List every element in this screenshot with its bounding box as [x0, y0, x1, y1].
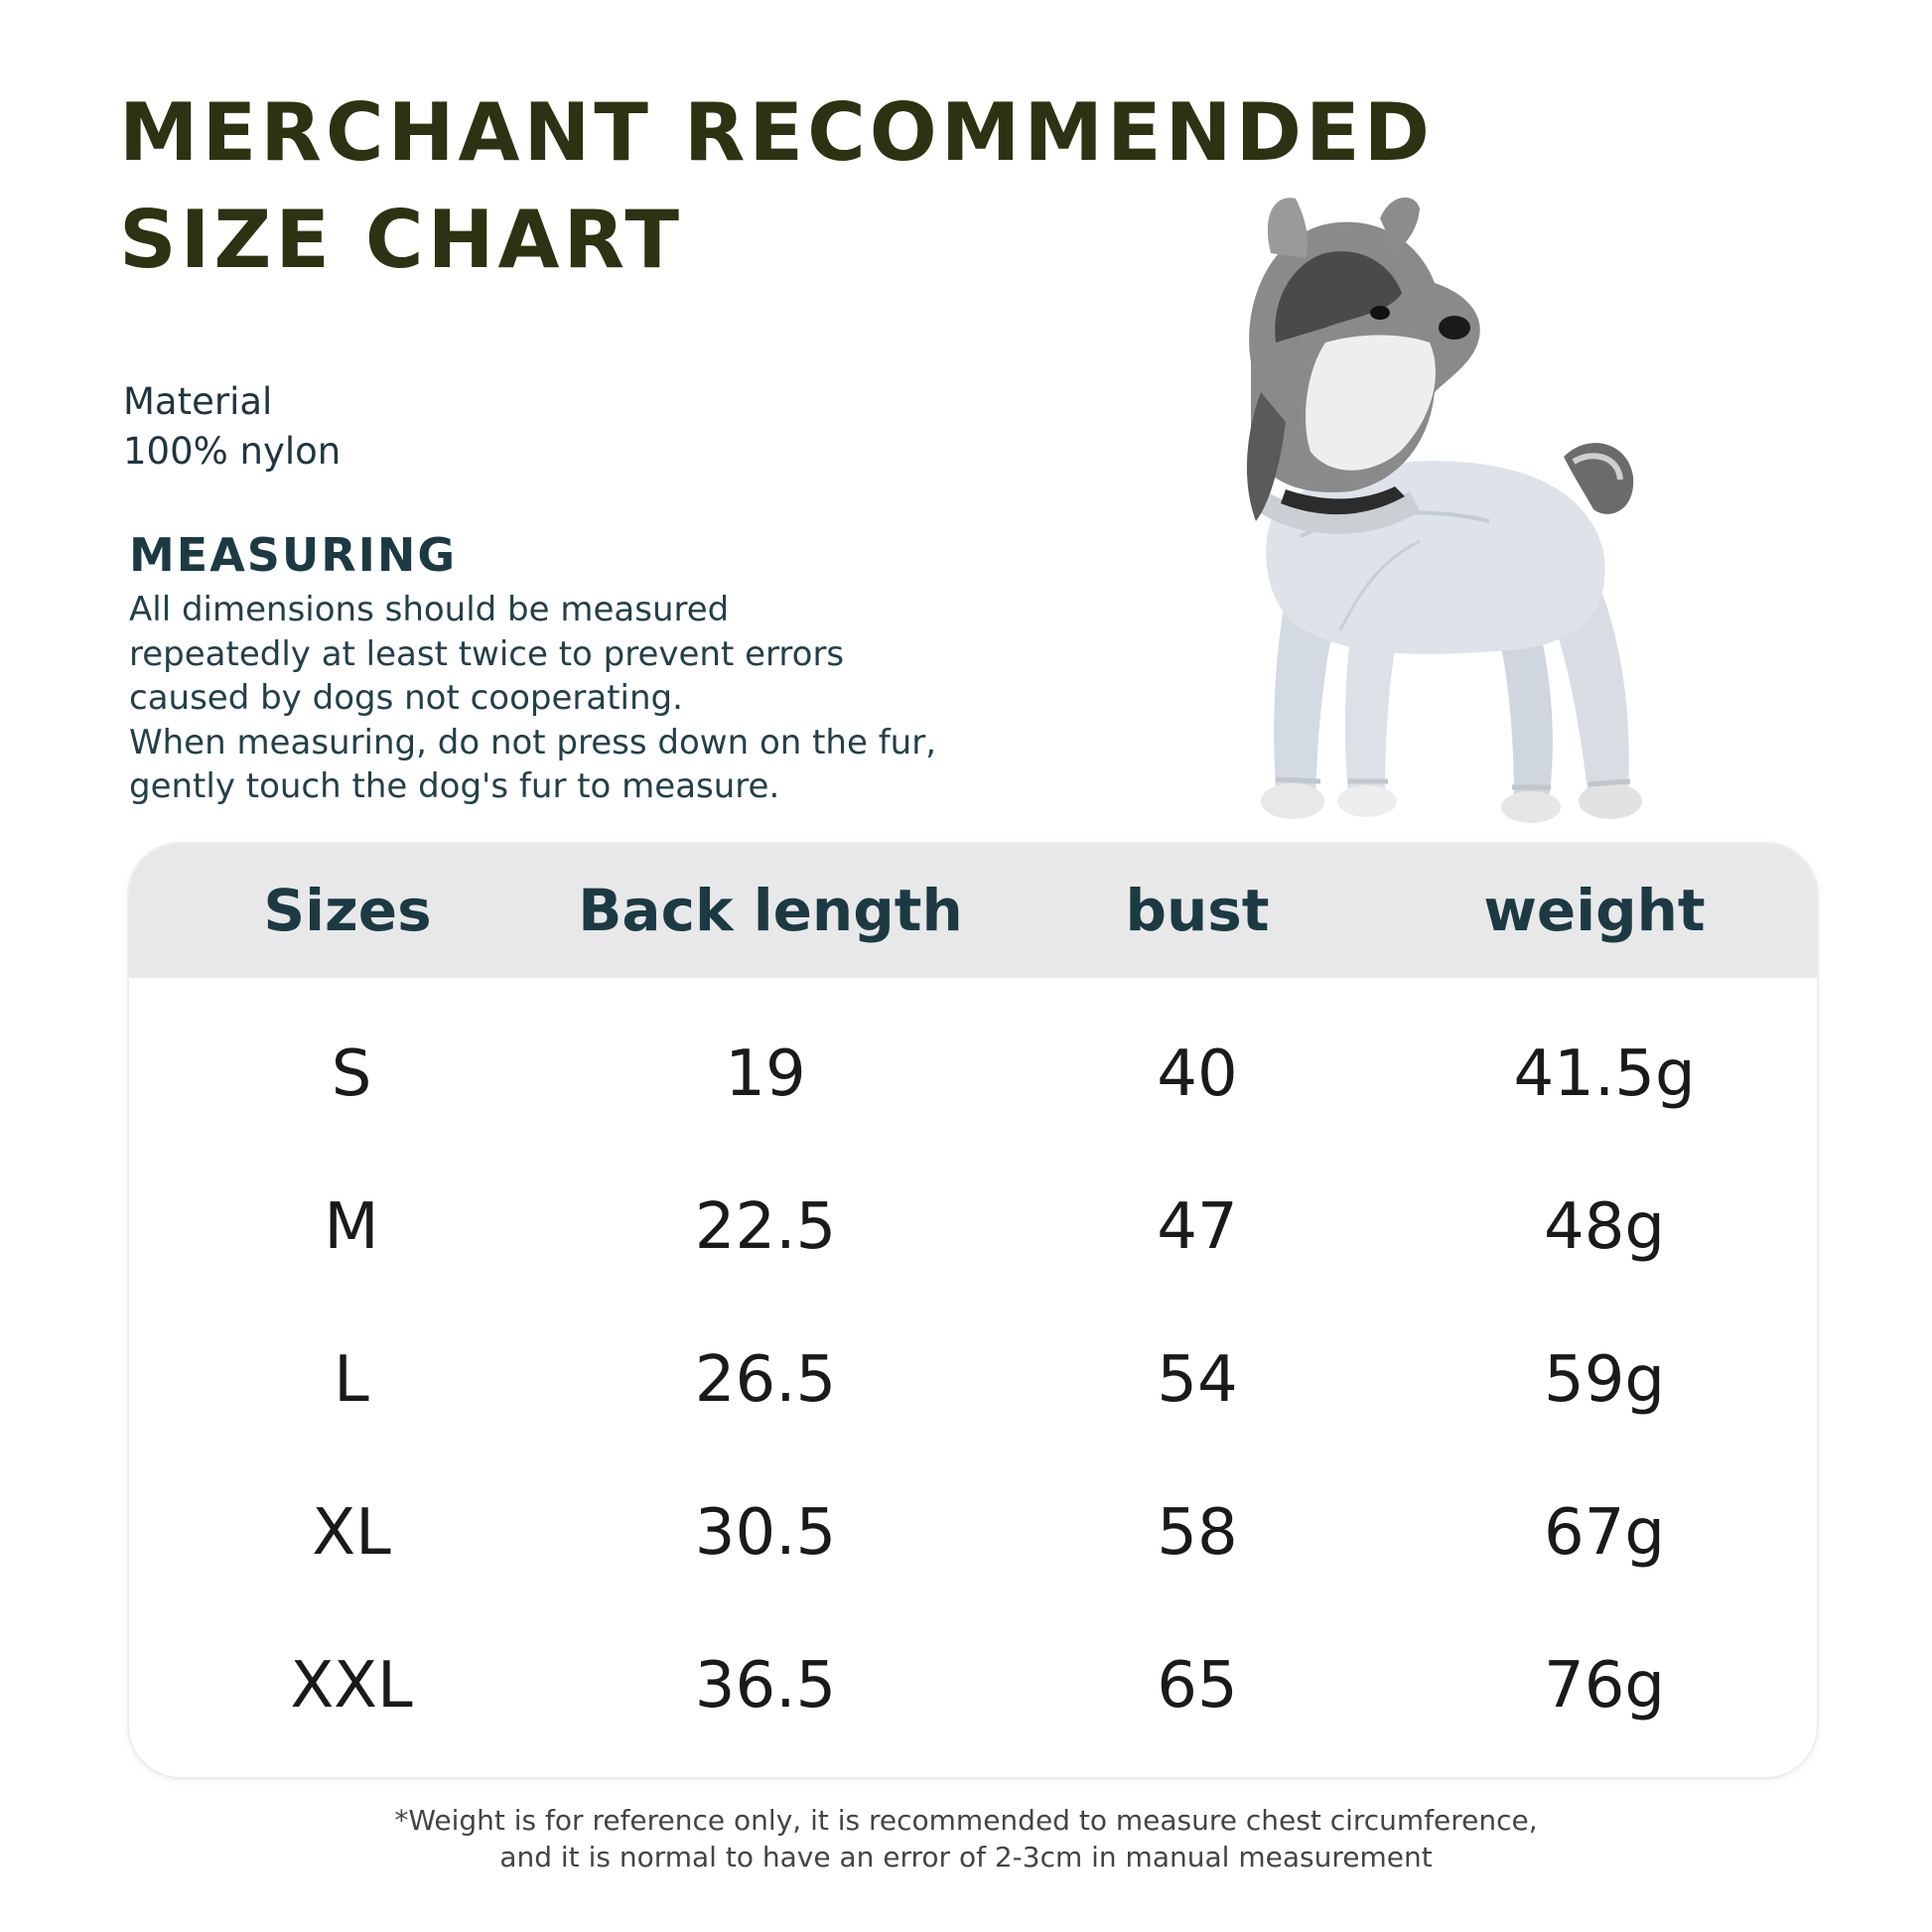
size-table	[129, 844, 1817, 1777]
footnote	[0, 1802, 1932, 1875]
table-row	[129, 1151, 1817, 1304]
cell-size: M	[324, 1190, 379, 1264]
header-bust: bust	[1125, 877, 1270, 944]
table-row	[129, 1456, 1817, 1609]
footnote-line-2: and it is normal to have an error of 2-3cm in manual measurement	[499, 1841, 1433, 1873]
table-row	[129, 1609, 1817, 1762]
cell-bust: 54	[1157, 1343, 1238, 1417]
measuring-line: All dimensions should be measured	[129, 590, 730, 629]
cell-size: XXL	[290, 1649, 413, 1723]
table-row	[129, 998, 1817, 1151]
cell-back-length: 30.5	[694, 1496, 837, 1570]
measuring-line: gently touch the dog's fur to measure.	[129, 766, 780, 806]
cell-bust: 47	[1157, 1190, 1238, 1264]
header-weight: weight	[1483, 877, 1706, 944]
measuring-heading: MEASURING	[129, 528, 458, 582]
measuring-line: When measuring, do not press down on the fur,	[129, 722, 937, 762]
cell-weight: 59g	[1543, 1343, 1666, 1417]
cell-weight: 76g	[1543, 1649, 1666, 1723]
cell-weight: 48g	[1543, 1190, 1666, 1264]
header-back-length: Back length	[578, 877, 963, 944]
cell-size: XL	[312, 1496, 391, 1570]
measuring-line: repeatedly at least twice to prevent errors	[129, 633, 845, 674]
header-sizes: Sizes	[263, 877, 432, 944]
cell-weight: 41.5g	[1513, 1037, 1696, 1111]
cell-weight: 67g	[1543, 1496, 1666, 1570]
material-value: 100% nylon	[123, 430, 342, 473]
material-info	[123, 377, 341, 477]
material-label: Material	[123, 380, 273, 423]
cell-bust: 65	[1157, 1649, 1238, 1723]
cell-bust: 40	[1157, 1037, 1238, 1111]
dog-in-raincoat-photo	[1231, 194, 1747, 829]
footnote-line-1: *Weight is for reference only, it is recommended to measure chest circumference,	[394, 1804, 1538, 1837]
measuring-line: caused by dogs not cooperating.	[129, 678, 683, 718]
measuring-instructions	[129, 588, 1023, 809]
cell-bust: 58	[1157, 1496, 1238, 1570]
cell-back-length: 26.5	[694, 1343, 837, 1417]
table-header-row	[129, 844, 1817, 978]
cell-back-length: 36.5	[694, 1649, 837, 1723]
title-line-1: MERCHANT RECOMMENDED	[119, 86, 1435, 179]
cell-back-length: 22.5	[694, 1190, 837, 1264]
table-row	[129, 1304, 1817, 1456]
cell-back-length: 19	[725, 1037, 806, 1111]
title-line-2: SIZE CHART	[119, 194, 684, 286]
cell-size: L	[334, 1343, 369, 1417]
cell-size: S	[331, 1037, 372, 1111]
